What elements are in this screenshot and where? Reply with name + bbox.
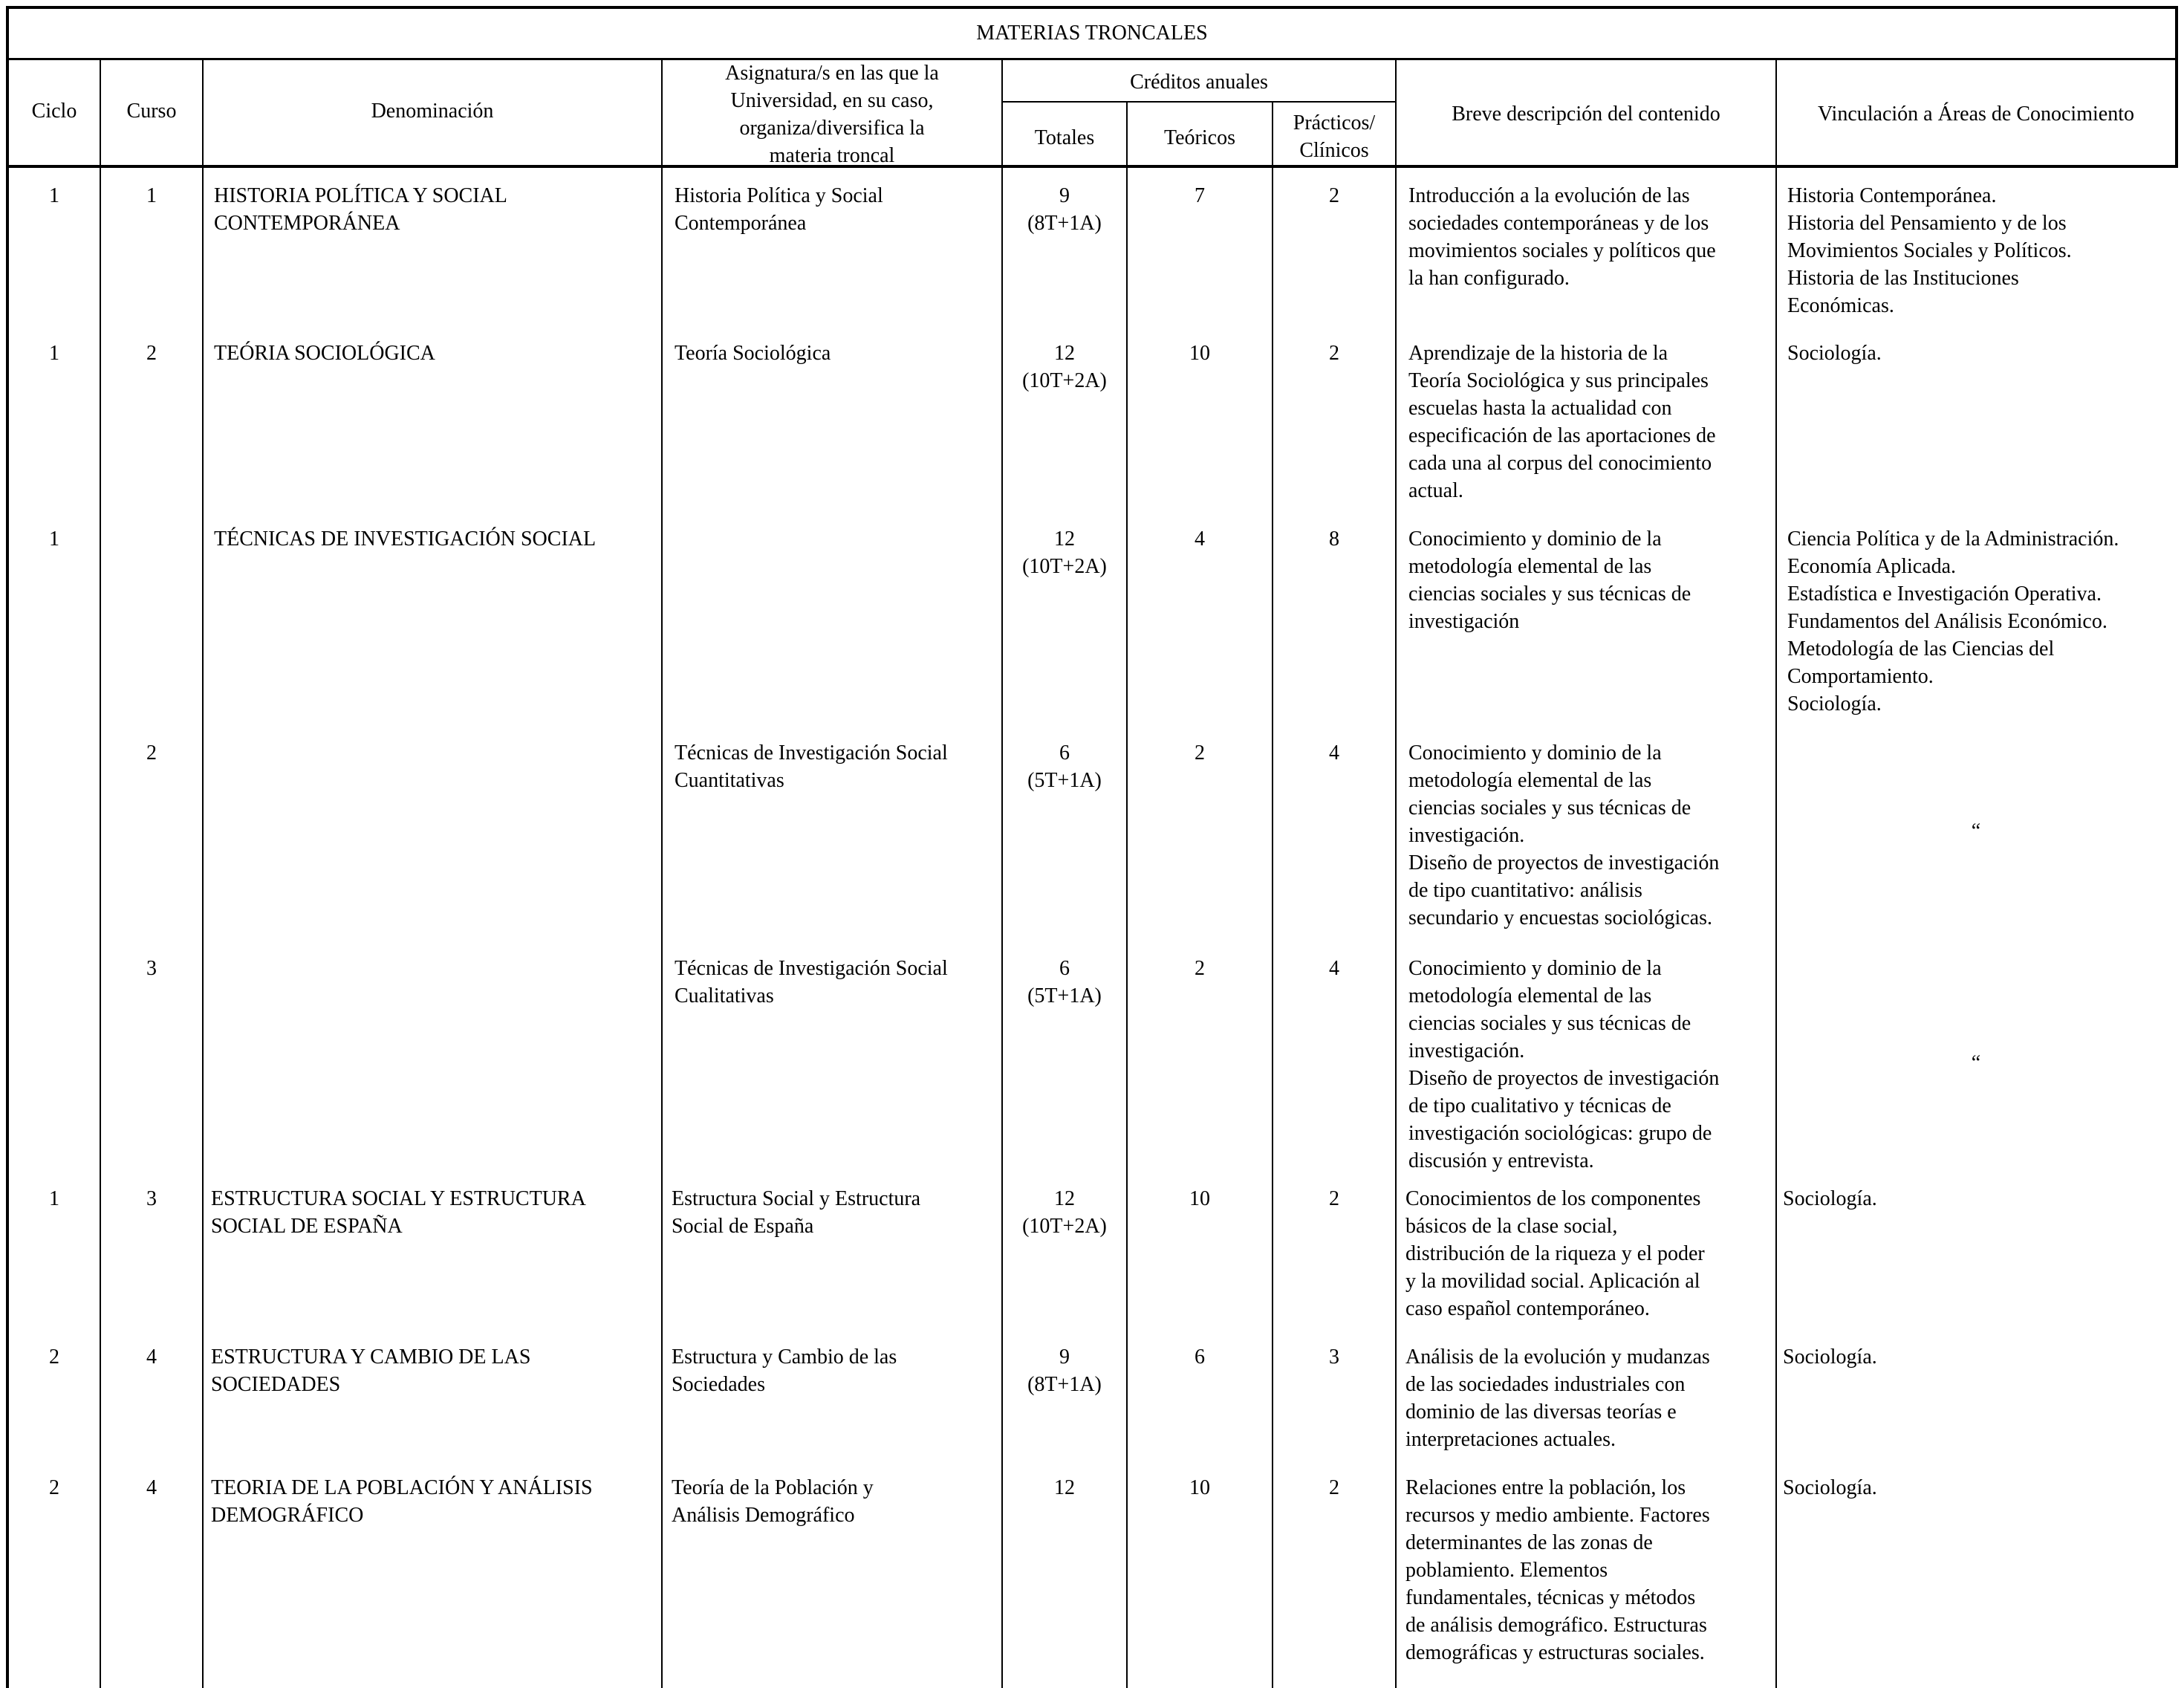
cell-descripcion: Introducción a la evolución de las sociedades contemporáneas y de los movimientos sociales y políticos que la han configurado.: [1408, 184, 1716, 290]
cell-teoricos: 2: [1195, 957, 1205, 980]
header-bottom-border: [6, 165, 2178, 168]
cell-teoricos: 10: [1189, 342, 1210, 365]
cell-asignatura: Estructura y Cambio de las Sociedades: [672, 1345, 897, 1396]
cell-denominacion: TEORIA DE LA POBLACIÓN Y ANÁLISIS DEMOGRÁFICO: [211, 1476, 593, 1527]
table-title: MATERIAS TRONCALES: [976, 22, 1208, 45]
header-totales: Totales: [1034, 126, 1095, 149]
cell-vinculacion: Sociología.: [1787, 342, 1882, 365]
cell-teoricos: 10: [1189, 1476, 1210, 1499]
cell-curso: 4: [146, 1345, 157, 1369]
header-ciclo: Ciclo: [31, 100, 77, 123]
cell-vinculacion: Sociología.: [1783, 1345, 1877, 1369]
cell-teoricos: 7: [1195, 184, 1205, 207]
creditos-divider: [1001, 101, 1395, 103]
cell-totales: 12: [1054, 1476, 1075, 1499]
header-vinculacion: Vinculación a Áreas de Conocimiento: [1818, 103, 2134, 126]
cell-asignatura: Teoría Sociológica: [675, 342, 831, 365]
cell-descripcion: Conocimientos de los componentes básicos de la clase social, distribución de la riqueza y el poder y la movilidad social. Aplicación al caso español contemporáneo.: [1405, 1187, 1705, 1320]
table-right-border: [2175, 6, 2178, 168]
cell-vinculacion: Historia Contemporánea. Historia del Pensamiento y de los Movimientos Sociales y Políticos. Historia de las Instituciones Económicas.: [1787, 184, 2072, 317]
cell-ciclo: 1: [49, 1187, 59, 1210]
cell-practicos: 4: [1329, 741, 1339, 765]
cell-descripcion: Análisis de la evolución y mudanzas de las sociedades industriales con dominio de las diversas teorías e interpretaciones actuales.: [1405, 1345, 1710, 1451]
cell-teoricos: 10: [1189, 1187, 1210, 1210]
header-practicos: Prácticos/ Clínicos: [1293, 111, 1376, 162]
cell-vinculacion-ditto: “: [1971, 819, 1981, 843]
cell-asignatura: Técnicas de Investigación Social Cualitativas: [675, 957, 948, 1007]
cell-practicos: 4: [1329, 957, 1339, 980]
cell-practicos: 2: [1329, 1476, 1339, 1499]
col-line-descripcion: [1395, 58, 1397, 1688]
cell-teoricos: 6: [1195, 1345, 1205, 1369]
cell-curso: 1: [146, 184, 157, 207]
cell-totales: 12 (10T+2A): [1022, 1187, 1107, 1238]
cell-denominacion: ESTRUCTURA SOCIAL Y ESTRUCTURA SOCIAL DE ESPAÑA: [211, 1187, 586, 1238]
cell-totales: 9 (8T+1A): [1027, 1345, 1102, 1396]
cell-asignatura: Estructura Social y Estructura Social de España: [672, 1187, 921, 1238]
cell-asignatura: Teoría de la Población y Análisis Demográfico: [672, 1476, 874, 1527]
cell-practicos: 2: [1329, 1187, 1339, 1210]
cell-descripcion: Conocimiento y dominio de la metodología elemental de las ciencias sociales y sus técnicas de investigación. Diseño de proyectos de investigación de tipo cuantitativo: análisis secundario y encuestas sociológicas.: [1408, 741, 1720, 929]
header-curso: Curso: [126, 100, 177, 123]
cell-descripcion: Relaciones entre la población, los recursos y medio ambiente. Factores determinantes de las zonas de poblamiento. Elementos fundamentales, técnicas y métodos de análisis demográfico. Estructuras demográficas y estructuras sociales.: [1405, 1476, 1710, 1664]
cell-vinculacion: Sociología.: [1783, 1476, 1877, 1499]
cell-asignatura: Historia Política y Social Contemporánea: [675, 184, 883, 235]
cell-totales: 6 (5T+1A): [1027, 957, 1102, 1007]
cell-vinculacion-ditto: “: [1971, 1051, 1981, 1074]
cell-totales: 12 (10T+2A): [1022, 528, 1107, 578]
cell-curso: 4: [146, 1476, 157, 1499]
cell-denominacion: ESTRUCTURA Y CAMBIO DE LAS SOCIEDADES: [211, 1345, 531, 1396]
table-top-border: [6, 6, 2178, 9]
cell-practicos: 3: [1329, 1345, 1339, 1369]
header-creditos: Créditos anuales: [1130, 71, 1268, 94]
cell-descripcion: Aprendizaje de la historia de la Teoría Sociológica y sus principales escuelas hasta la actualidad con especificación de las aportaciones de cada una al corpus del conocimiento actual.: [1408, 342, 1716, 502]
cell-practicos: 2: [1329, 342, 1339, 365]
cell-teoricos: 2: [1195, 741, 1205, 765]
cell-ciclo: 1: [49, 184, 59, 207]
header-denominacion: Denominación: [371, 100, 494, 123]
col-line-vinculacion: [1775, 58, 1777, 1688]
cell-vinculacion: Ciencia Política y de la Administración. Economía Aplicada. Estadística e Investigación Operativa. Fundamentos del Análisis Económico. Metodología de las Ciencias del Comportamiento. Sociología.: [1787, 528, 2119, 715]
cell-curso: 3: [146, 1187, 157, 1210]
cell-totales: 9 (8T+1A): [1027, 184, 1102, 235]
cell-ciclo: 1: [49, 342, 59, 365]
cell-practicos: 2: [1329, 184, 1339, 207]
header-teoricos: Teóricos: [1163, 126, 1235, 149]
cell-denominacion: TEÓRIA SOCIOLÓGICA: [214, 342, 435, 365]
cell-asignatura: Técnicas de Investigación Social Cuantitativas: [675, 741, 948, 792]
header-asignatura: Asignatura/s en las que la Universidad, en su caso, organiza/diversifica la materia troncal: [725, 62, 939, 167]
cell-curso: 3: [146, 957, 157, 980]
col-line-asignatura: [661, 58, 663, 1688]
cell-practicos: 8: [1329, 528, 1339, 551]
cell-ciclo: 2: [49, 1345, 59, 1369]
cell-ciclo: 2: [49, 1476, 59, 1499]
cell-ciclo: 1: [49, 528, 59, 551]
cell-descripcion: Conocimiento y dominio de la metodología elemental de las ciencias sociales y sus técnicas de investigación. Diseño de proyectos de investigación de tipo cualitativo y técnicas de investigación sociológicas: grupo de discusión y entrevista.: [1408, 957, 1720, 1172]
cell-totales: 6 (5T+1A): [1027, 741, 1102, 792]
cell-curso: 2: [146, 741, 157, 765]
cell-curso: 2: [146, 342, 157, 365]
title-divider: [6, 58, 2178, 60]
cell-denominacion: HISTORIA POLÍTICA Y SOCIAL CONTEMPORÁNEA: [214, 184, 507, 235]
col-line-denominacion: [202, 58, 204, 1688]
cell-teoricos: 4: [1195, 528, 1205, 551]
col-line-curso: [100, 58, 101, 1688]
cell-denominacion: TÉCNICAS DE INVESTIGACIÓN SOCIAL: [214, 528, 597, 551]
table-left-border: [6, 6, 9, 1688]
cell-descripcion: Conocimiento y dominio de la metodología elemental de las ciencias sociales y sus técnicas de investigación: [1408, 528, 1691, 633]
cell-vinculacion: Sociología.: [1783, 1187, 1877, 1210]
cell-totales: 12 (10T+2A): [1022, 342, 1107, 392]
header-descripcion: Breve descripción del contenido: [1452, 103, 1720, 126]
col-line-totales: [1001, 58, 1003, 1688]
